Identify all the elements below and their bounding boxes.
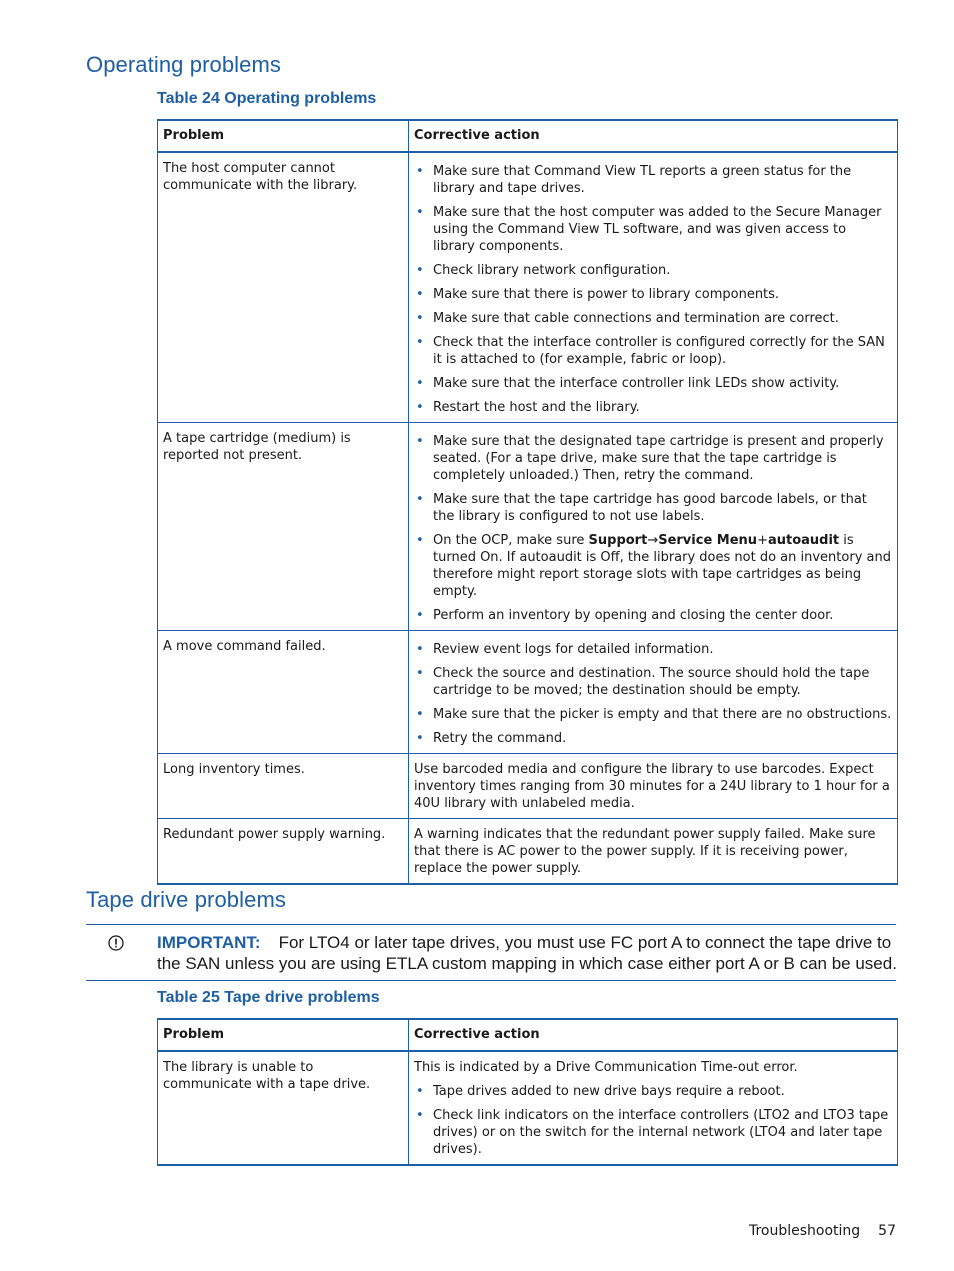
- operating-problems-table: [157, 119, 898, 885]
- table-caption-25: Table 25 Tape drive problems: [157, 989, 380, 1006]
- action-item: • Make sure that the host computer was added to the Secure Manager using the Command View TL software, and was given access to library components.: [414, 204, 892, 255]
- problem-cell: The host computer cannot communicate with the library.: [158, 152, 409, 423]
- corrective-action-cell: [409, 631, 898, 754]
- table-caption-24: Table 24 Operating problems: [157, 90, 377, 107]
- table-header-row: [158, 120, 898, 152]
- action-item: • Retry the command.: [414, 730, 892, 747]
- action-item: • Perform an inventory by opening and closing the center door.: [414, 607, 892, 624]
- page-footer: [731, 1223, 896, 1239]
- exclamation-circle-icon: [108, 935, 124, 951]
- important-bottom-rule: [86, 980, 896, 981]
- table-row: [158, 754, 898, 819]
- menu-plus: +: [757, 533, 768, 548]
- table-header-row: [158, 1019, 898, 1051]
- footer-section-name: Troubleshooting: [748, 1223, 861, 1239]
- action-item: • Review event logs for detailed information.: [414, 641, 892, 658]
- important-label: IMPORTANT:: [157, 933, 261, 952]
- action-intro: This is indicated by a Drive Communication Time-out error.: [414, 1060, 798, 1075]
- action-item: • Make sure that the interface controller link LEDs show activity.: [414, 375, 892, 392]
- menu-arrow: →: [647, 533, 659, 548]
- action-list: [414, 163, 892, 416]
- column-header-corrective-action: Corrective action: [409, 120, 898, 152]
- column-header-corrective-action: Corrective action: [409, 1019, 898, 1051]
- important-note: [157, 932, 899, 974]
- action-item: • Make sure that Command View TL reports a green status for the library and tape drives.: [414, 163, 892, 197]
- action-item: • Make sure that cable connections and termination are correct.: [414, 310, 892, 327]
- problem-cell: A tape cartridge (medium) is reported not present.: [158, 423, 409, 631]
- action-item: • Restart the host and the library.: [414, 399, 892, 416]
- table-row: [158, 631, 898, 754]
- action-item: • Check link indicators on the interface controllers (LTO2 and LTO3 tape drives) or on the switch for the internal network (LTO4 and later tape drives).: [414, 1107, 892, 1158]
- column-header-problem: Problem: [158, 120, 409, 152]
- corrective-action-cell: A warning indicates that the redundant power supply failed. Make sure that there is AC power to the power supply. If it is receiving power, replace the power supply.: [409, 819, 898, 885]
- ocp-suffix: is turned On. If autoaudit is Off, the library does not do an inventory and therefore might report storage slots with tape cartridges as being empty.: [433, 533, 891, 599]
- action-item: • Make sure that the picker is empty and that there are no obstructions.: [414, 706, 892, 723]
- action-item: • Check library network configuration.: [414, 262, 892, 279]
- problem-cell: The library is unable to communicate with a tape drive.: [158, 1051, 409, 1165]
- menu-service-menu: Service Menu: [658, 533, 758, 548]
- section-heading-operating-problems: Operating problems: [86, 52, 282, 77]
- action-list: [414, 641, 892, 747]
- corrective-action-cell: Use barcoded media and configure the library to use barcodes. Expect inventory times ranging from 30 minutes for a 24U library to 1 hour for a 40U library with unlabeled media.: [409, 754, 898, 819]
- action-item-ocp-autoaudit: [414, 532, 892, 600]
- problem-cell: Redundant power supply warning.: [158, 819, 409, 885]
- corrective-action-cell: [409, 423, 898, 631]
- important-text: For LTO4 or later tape drives, you must use FC port A to connect the tape drive to the SAN unless you are using ETLA custom mapping in which case either port A or B can be used.: [157, 933, 897, 973]
- tape-drive-problems-table: [157, 1018, 898, 1166]
- action-item: • Make sure that there is power to library components.: [414, 286, 892, 303]
- corrective-action-cell: [409, 1051, 898, 1165]
- action-item: • Check the source and destination. The source should hold the tape cartridge to be moved; the destination should be empty.: [414, 665, 892, 699]
- table-row: [158, 1051, 898, 1165]
- table-row: [158, 423, 898, 631]
- problem-cell: Long inventory times.: [158, 754, 409, 819]
- action-item: • Make sure that the tape cartridge has good barcode labels, or that the library is configured to not use labels.: [414, 491, 892, 525]
- action-list: [414, 433, 892, 624]
- page-number: 57: [878, 1223, 896, 1239]
- section-heading-tape-drive-problems: Tape drive problems: [86, 887, 286, 912]
- column-header-problem: Problem: [158, 1019, 409, 1051]
- action-list: [414, 1083, 892, 1158]
- action-item: • Tape drives added to new drive bays require a reboot.: [414, 1083, 892, 1100]
- problem-cell: A move command failed.: [158, 631, 409, 754]
- table-row: [158, 819, 898, 885]
- corrective-action-cell: [409, 152, 898, 423]
- ocp-prefix: On the OCP, make sure: [433, 533, 589, 548]
- action-item: • Make sure that the designated tape cartridge is present and properly seated. (For a tape drive, make sure that the tape cartridge is completely unloaded.) Then, retry the command.: [414, 433, 892, 484]
- menu-support: Support: [588, 533, 648, 548]
- menu-autoaudit: autoaudit: [767, 533, 840, 548]
- important-top-rule: [86, 924, 896, 925]
- action-item: • Check that the interface controller is configured correctly for the SAN it is attached to (for example, fabric or loop).: [414, 334, 892, 368]
- table-row: [158, 152, 898, 423]
